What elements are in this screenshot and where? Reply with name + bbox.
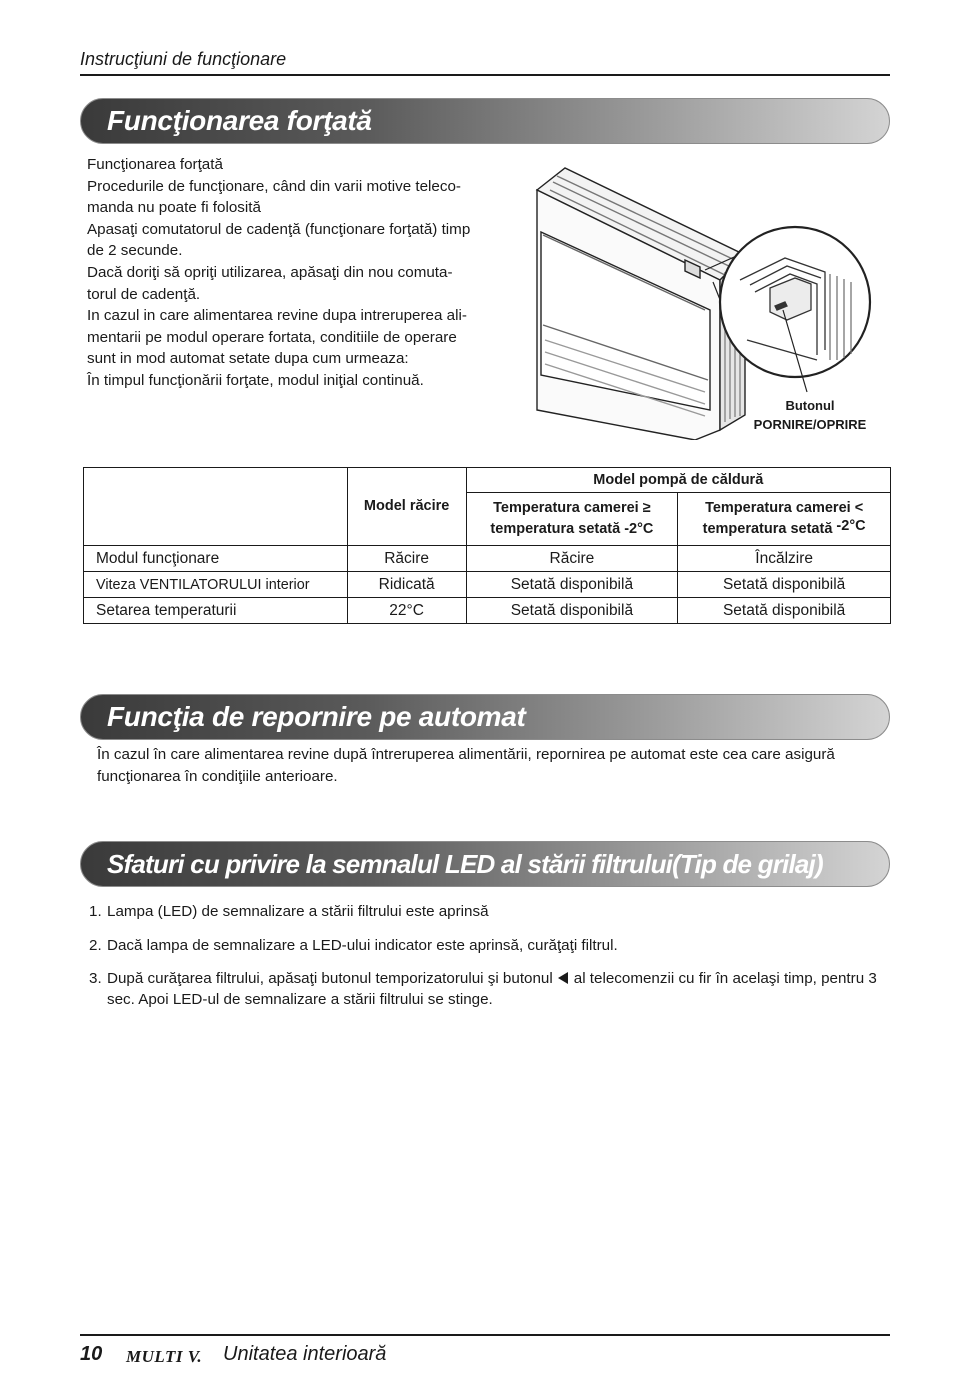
section-banner-auto-restart [80,694,890,740]
filter-led-list [89,901,889,1023]
col-room-ge-set [466,493,678,546]
section-banner-filter-led [80,841,890,887]
text-line: de 2 secunde. [87,242,183,260]
list-item [89,901,889,922]
list-item [89,935,889,956]
forced-operation-text [87,154,517,392]
subheader-line: Temperatura camerei ≥ [493,500,651,516]
subheader-text: temperatura setată [702,521,833,537]
list-text: Lampa (LED) de semnalizare a stării filtrului este aprinsă [107,903,489,920]
text-line: Funcţionarea forţată [87,156,223,173]
text-line: In cazul in care alimentarea revine dupa intreruperea ali- [87,307,467,325]
col-heatpump-model: Model pompă de căldură [466,468,890,493]
section-title: Sfaturi cu privire la semnalul LED al stării filtrului(Tip de grilaj) [107,849,823,879]
section-title: Funcţia de repornire pe automat [107,701,526,732]
table-cell: Răcire [466,546,678,572]
table-header-row [84,468,891,493]
table-corner-cell [84,468,348,546]
section-banner-forced-operation [80,98,890,144]
list-text: al telecomenzii cu fir în acelaşi timp, pentru 3 sec. Apoi LED-ul de semnalizare a stării filtrului se stinge. [107,970,877,1008]
list-text: Dacă lampa de semnalizare a LED-ului indicator este aprinsă, curăţaţi filtrul. [107,936,618,954]
list-text: După curăţarea filtrului, apăsaţi butonul temporizatorului şi butonul [107,970,553,987]
text-line: mentarii pe modul operare fortata, conditiile de operare [87,328,457,346]
text-line: Procedurile de funcţionare, când din varii motive teleco- [87,177,461,195]
subheader-line [678,519,890,540]
forced-operation-table [83,467,891,624]
subheader-line: Temperatura camerei < [705,500,864,516]
figure-label-button: Butonul [785,398,835,413]
header-rule [80,74,890,76]
table-cell: Încălzire [678,546,891,572]
table-cell: Răcire [347,546,466,572]
footer-rule [80,1334,890,1336]
table-row [84,598,891,624]
table-cell: Setată disponibilă [466,598,678,624]
col-room-lt-set [678,493,891,546]
subheader-line: temperatura setată -2°C [490,521,654,537]
row-label: Viteza VENTILATORULUI interior [84,572,348,598]
multi-v-logo: MULTI V. [126,1347,203,1366]
list-number: 1. [89,903,102,920]
page-number: 10 [80,1343,103,1365]
list-number: 3. [89,970,102,987]
col-cooling-model: Model răcire [347,468,466,546]
text-line: sunt in mod automat setate dupa cum urmeaza: [87,350,409,368]
list-number: 2. [89,936,102,954]
table-cell: Ridicată [347,572,466,598]
subheader-text: -2°C [836,518,866,534]
row-label: Modul funcţionare [84,546,348,572]
page-footer [80,1342,890,1372]
left-arrow-icon [558,972,568,984]
table-cell: Setată disponibilă [678,572,891,598]
table-cell: Setată disponibilă [678,598,891,624]
text-line: Dacă doriţi să opriţi utilizarea, apăsaţi din nou comuta- [87,263,453,281]
section-title: Funcţionarea forţată [107,105,372,136]
text-line: În timpul funcţionării forţate, modul iniţial continuă. [87,371,424,389]
table-cell: Setată disponibilă [466,572,678,598]
table-row [84,546,891,572]
figure-label-on-off: PORNIRE/OPRIRE [753,417,867,432]
text-line: torul de cadenţă. [87,285,201,303]
text-line: manda nu poate fi folosită [87,199,261,217]
indoor-unit-figure [525,160,885,440]
running-header: Instrucţiuni de funcţionare [80,49,287,69]
list-item [89,968,889,1010]
footer-title: Unitatea interioară [223,1343,387,1365]
table-row [84,572,891,598]
text-line: Apasaţi comutatorul de cadenţă (funcţionare forţată) timp [87,220,471,238]
auto-restart-text: În cazul în care alimentarea revine după întreruperea alimentării, repornirea pe automat este cea care asigură funcţionarea în condiţiile anterioare. [97,746,835,786]
table-cell: 22°C [347,598,466,624]
row-label: Setarea temperaturii [84,598,348,624]
